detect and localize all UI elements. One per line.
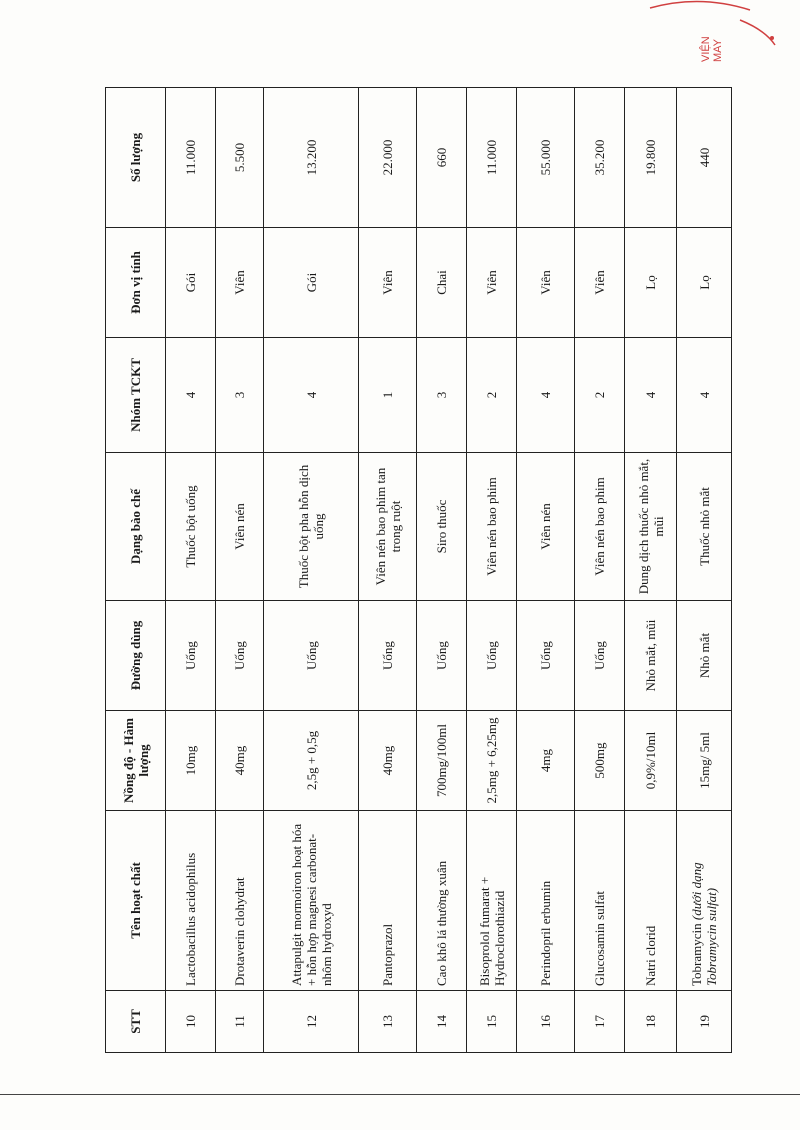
- cell-group: 4: [625, 338, 677, 453]
- cell-conc: 2,5g + 0,5g: [264, 711, 359, 811]
- cell-qty: 440: [677, 88, 732, 228]
- cell-unit: Chai: [417, 228, 467, 338]
- table-row: [625, 88, 677, 1053]
- cell-route: Nhỏ mắt: [677, 601, 732, 711]
- cell-stt: 10: [166, 991, 216, 1053]
- header-stt: STT: [106, 991, 166, 1053]
- cell-qty: 19.800: [625, 88, 677, 228]
- header-row: [106, 88, 166, 1053]
- cell-route: Uống: [216, 601, 264, 711]
- cell-name: Natri clorid: [625, 811, 677, 991]
- header-name: Tên hoạt chất: [106, 811, 166, 991]
- header-qty: Số lượng: [106, 88, 166, 228]
- cell-route: Uống: [517, 601, 575, 711]
- cell-name: Perindopril erbumin: [517, 811, 575, 991]
- cell-conc: 0,9%/10ml: [625, 711, 677, 811]
- cell-unit: Viên: [359, 228, 417, 338]
- cell-stt: 14: [417, 991, 467, 1053]
- cell-conc: 2,5mg + 6,25mg: [467, 711, 517, 811]
- cell-stt: 16: [517, 991, 575, 1053]
- cell-name: Tobramycin (dưới dạng Tobramycin sulfat): [677, 811, 732, 991]
- cell-qty: 5.500: [216, 88, 264, 228]
- table-row: [417, 88, 467, 1053]
- cell-route: Uống: [359, 601, 417, 711]
- cell-unit: Gói: [264, 228, 359, 338]
- header-unit: Đơn vị tính: [106, 228, 166, 338]
- cell-qty: 55.000: [517, 88, 575, 228]
- table-row: [264, 88, 359, 1053]
- cell-route: Nhỏ mắt, mũi: [625, 601, 677, 711]
- cell-qty: 13.200: [264, 88, 359, 228]
- cell-conc: 10mg: [166, 711, 216, 811]
- cell-stt: 11: [216, 991, 264, 1053]
- cell-name: Drotaverin clohydrat: [216, 811, 264, 991]
- cell-group: 2: [575, 338, 625, 453]
- cell-name: Pantoprazol: [359, 811, 417, 991]
- cell-group: 4: [264, 338, 359, 453]
- cell-form: Siro thuốc: [417, 453, 467, 601]
- cell-group: 3: [216, 338, 264, 453]
- header-form: Dạng bào chế: [106, 453, 166, 601]
- cell-stt: 13: [359, 991, 417, 1053]
- cell-form: Thuốc bột uống: [166, 453, 216, 601]
- cell-form: Viên nén: [216, 453, 264, 601]
- header-group: Nhóm TCKT: [106, 338, 166, 453]
- cell-conc: 700mg/100ml: [417, 711, 467, 811]
- cell-route: Uống: [417, 601, 467, 711]
- cell-name: Lactobacillus acidophilus: [166, 811, 216, 991]
- header-conc: Nồng độ - Hàm lượng: [106, 711, 166, 811]
- cell-group: 4: [677, 338, 732, 453]
- cell-conc: 40mg: [359, 711, 417, 811]
- table-body: [166, 88, 732, 1053]
- cell-conc: 500mg: [575, 711, 625, 811]
- cell-route: Uống: [264, 601, 359, 711]
- cell-stt: 18: [625, 991, 677, 1053]
- table-row: [517, 88, 575, 1053]
- stamp-text: VIỆN MAY: [700, 36, 724, 62]
- cell-stt: 15: [467, 991, 517, 1053]
- cell-form: Viên nén bao phim tan trong ruột: [359, 453, 417, 601]
- cell-name: Cao khô lá thường xuân: [417, 811, 467, 991]
- cell-qty: 11.000: [467, 88, 517, 228]
- cell-form: Viên nén bao phim: [467, 453, 517, 601]
- cell-stt: 17: [575, 991, 625, 1053]
- cell-qty: 11.000: [166, 88, 216, 228]
- cell-group: 1: [359, 338, 417, 453]
- cell-qty: 660: [417, 88, 467, 228]
- cell-group: 4: [166, 338, 216, 453]
- rotated-table-wrapper: [105, 88, 719, 1053]
- cell-unit: Gói: [166, 228, 216, 338]
- cell-name: Bisoprolol fumarat + Hydroclorothiazid: [467, 811, 517, 991]
- cell-name-italic: (dưới dạng Tobramycin sulfat): [689, 862, 719, 986]
- table-row: [677, 88, 732, 1053]
- cell-conc: 4mg: [517, 711, 575, 811]
- cell-name: Attapulgit mormoiron hoạt hóa + hỗn hợp magnesi carbonat-nhôm hydroxyd: [264, 811, 359, 991]
- table-row: [575, 88, 625, 1053]
- cell-unit: Lọ: [625, 228, 677, 338]
- cell-unit: Lọ: [677, 228, 732, 338]
- cell-stt: 19: [677, 991, 732, 1053]
- cell-unit: Viên: [216, 228, 264, 338]
- header-route: Đường dùng: [106, 601, 166, 711]
- cell-form: Viên nén: [517, 453, 575, 601]
- table-row: [467, 88, 517, 1053]
- table-row: [216, 88, 264, 1053]
- cell-unit: Viên: [467, 228, 517, 338]
- page-bottom-rule: [0, 1094, 800, 1095]
- cell-form: Thuốc nhỏ mắt: [677, 453, 732, 601]
- table-row: [166, 88, 216, 1053]
- cell-qty: 22.000: [359, 88, 417, 228]
- cell-route: Uống: [166, 601, 216, 711]
- cell-group: 2: [467, 338, 517, 453]
- cell-unit: Viên: [575, 228, 625, 338]
- cell-stt: 12: [264, 991, 359, 1053]
- cell-name: Glucosamin sulfat: [575, 811, 625, 991]
- cell-unit: Viên: [517, 228, 575, 338]
- cell-route: Uống: [467, 601, 517, 711]
- cell-form: Dung dịch thuốc nhỏ mắt, mũi: [625, 453, 677, 601]
- cell-conc: 15mg/ 5ml: [677, 711, 732, 811]
- cell-group: 4: [517, 338, 575, 453]
- table-row: [359, 88, 417, 1053]
- cell-group: 3: [417, 338, 467, 453]
- cell-conc: 40mg: [216, 711, 264, 811]
- drug-table: [105, 87, 732, 1053]
- cell-route: Uống: [575, 601, 625, 711]
- cell-form: Thuốc bột pha hỗn dịch uống: [264, 453, 359, 601]
- cell-form: Viên nén bao phim: [575, 453, 625, 601]
- cell-qty: 35.200: [575, 88, 625, 228]
